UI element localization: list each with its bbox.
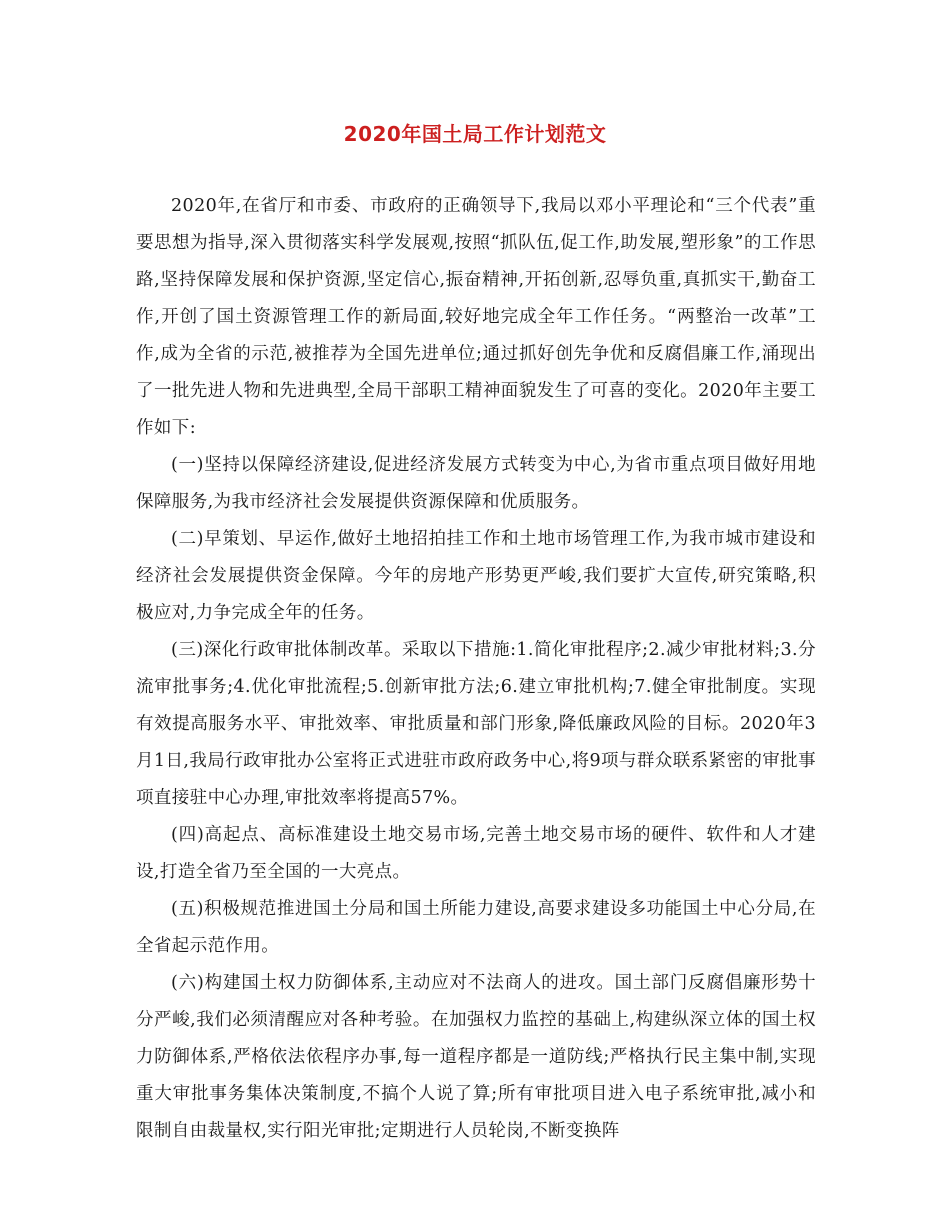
paragraph-item-1: (一)坚持以保障经济建设,促进经济发展方式转变为中心,为省市重点项目做好用地保障服务,为我市经济社会发展提供资源保障和优质服务。 [136,455,816,512]
paragraph-item-2: (二)早策划、早运作,做好土地招拍挂工作和土地市场管理工作,为我市城市建设和经济社会发展提供资金保障。今年的房地产形势更严峻,我们要扩大宣传,研究策略,积极应对,力争完成全年的任务。 [136,529,816,623]
paragraph-item-3: (三)深化行政审批体制改革。采取以下措施:1.简化审批程序;2.减少审批材料;3.分流审批事务;4.优化审批流程;5.创新审批方法;6.建立审批机构;7.健全审批制度。实现有效提高服务水平、审批效率、审批质量和部门形象,降低廉政风险的目标。2020年3月1日,我局行政审批办公室将正式进驻市政府政务中心,将9项与群众联系紧密的审批事项直接驻中心办理,审批效率将提高57%。 [136,640,816,808]
paragraph-item-4: (四)高起点、高标准建设土地交易市场,完善土地交易市场的硬件、软件和人才建设,打造全省乃至全国的一大亮点。 [136,825,816,882]
paragraph-intro: 2020年,在省厅和市委、市政府的正确领导下,我局以邓小平理论和“三个代表”重要思想为指导,深入贯彻落实科学发展观,按照“抓队伍,促工作,助发展,塑形象”的工作思路,坚持保障发展和保护资源,坚定信心,振奋精神,开拓创新,忍辱负重,真抓实干,勤奋工作,开创了国土资源管理工作的新局面,较好地完成全年工作任务。“两整治一改革”工作,成为全省的示范,被推荐为全国先进单位;通过抓好创先争优和反腐倡廉工作,涌现出了一批先进人物和先进典型,全局干部职工精神面貌发生了可喜的变化。2020年主要工作如下: [136,196,816,438]
paragraph-item-6: (六)构建国土权力防御体系,主动应对不法商人的进攻。国土部门反腐倡廉形势十分严峻,我们必须清醒应对各种考验。在加强权力监控的基础上,构建纵深立体的国土权力防御体系,严格依法依程序办事,每一道程序都是一道防线;严格执行民主集中制,实现重大审批事务集体决策制度,不搞个人说了算;所有审批项目进入电子系统审批,减小和限制自由裁量权,实行阳光审批;定期进行人员轮岗,不断变换阵 [136,973,816,1141]
document-body [136,188,816,1150]
paragraph-item-5: (五)积极规范推进国土分局和国土所能力建设,高要求建设多功能国土中心分局,在全省起示范作用。 [136,899,816,956]
document-title: 2020年国土局工作计划范文 [343,122,607,146]
